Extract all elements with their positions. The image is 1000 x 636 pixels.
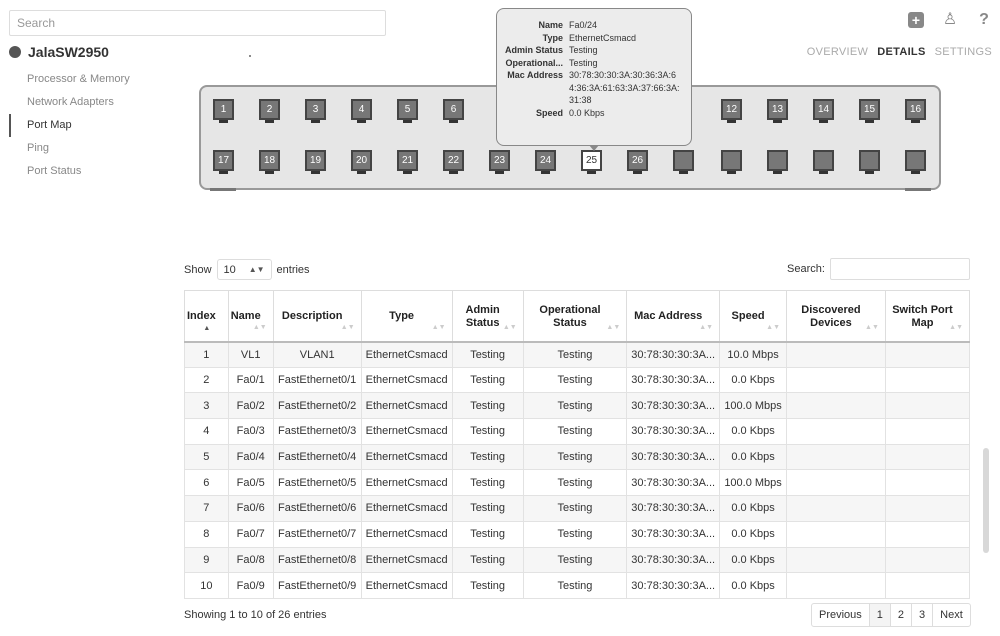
sort-icon: ▲▼: [865, 323, 879, 331]
table-row[interactable]: [185, 419, 970, 445]
top-toolbar: [908, 12, 992, 28]
device-name: JalaSW2950: [28, 44, 109, 60]
table-cell: Testing: [523, 573, 627, 599]
separator-dot: [249, 55, 251, 57]
table-search: [787, 258, 970, 280]
sidebar-item-network-adapters[interactable]: Network Adapters: [27, 96, 114, 108]
page-scrollbar[interactable]: [983, 448, 989, 553]
tab-details[interactable]: DETAILS: [877, 46, 926, 58]
help-icon[interactable]: ?: [979, 11, 989, 28]
switch-port[interactable]: [905, 150, 926, 171]
switch-port[interactable]: [859, 150, 880, 171]
plus-square-icon[interactable]: +: [908, 12, 924, 28]
sort-icon: ▲▼: [766, 323, 781, 331]
sort-icon: ▲▼: [949, 323, 963, 331]
switch-port[interactable]: 6: [443, 99, 464, 120]
table-cell: [787, 496, 886, 522]
table-cell: [787, 367, 886, 393]
sidebar-item-port-map[interactable]: Port Map: [9, 114, 179, 137]
table-cell: Fa0/8: [228, 547, 273, 573]
switch-foot: [905, 188, 931, 191]
table-cell: 30:78:30:30:3A...: [627, 393, 720, 419]
column-header-description[interactable]: Description ▲▼: [273, 291, 361, 342]
table-cell: Testing: [452, 470, 523, 496]
table-row[interactable]: [185, 521, 970, 547]
table-cell: VLAN1: [273, 342, 361, 368]
table-cell: 0.0 Kbps: [720, 419, 787, 445]
table-cell: 30:78:30:30:3A...: [627, 419, 720, 445]
next-page-button[interactable]: Next: [932, 604, 970, 626]
table-cell: 30:78:30:30:3A...: [627, 470, 720, 496]
sort-icon: ▲▼: [502, 323, 517, 331]
column-header-admin-status[interactable]: Admin Status ▲▼: [452, 291, 523, 342]
table-cell: FastEthernet0/5: [273, 470, 361, 496]
column-header-operational-status[interactable]: Operational Status ▲▼: [523, 291, 627, 342]
table-cell: [787, 393, 886, 419]
table-cell: [787, 521, 886, 547]
table-cell: [885, 393, 969, 419]
table-row[interactable]: [185, 393, 970, 419]
column-header-index[interactable]: Index ▲: [185, 291, 229, 342]
table-search-input[interactable]: [830, 258, 970, 280]
table-cell: Testing: [523, 444, 627, 470]
table-cell: Fa0/3: [228, 419, 273, 445]
user-icon[interactable]: ♙: [942, 11, 958, 28]
switch-port[interactable]: 3: [305, 99, 326, 120]
table-row[interactable]: [185, 496, 970, 522]
table-cell: EthernetCsmacd: [361, 393, 452, 419]
table-cell: Testing: [523, 342, 627, 368]
entries-label: entries: [276, 263, 310, 276]
switch-port[interactable]: 5: [397, 99, 418, 120]
table-cell: [885, 470, 969, 496]
column-header-mac-address[interactable]: Mac Address ▲▼: [627, 291, 720, 342]
entries-control: [184, 259, 310, 280]
table-cell: EthernetCsmacd: [361, 496, 452, 522]
table-cell: [885, 547, 969, 573]
switch-port[interactable]: 21: [397, 150, 418, 171]
table-info: Showing 1 to 10 of 26 entries: [184, 609, 327, 621]
switch-port[interactable]: [813, 150, 834, 171]
column-header-type[interactable]: Type ▲▼: [361, 291, 452, 342]
tooltip-arrow: [589, 145, 599, 151]
column-header-speed[interactable]: Speed ▲▼: [720, 291, 787, 342]
table-cell: Fa0/9: [228, 573, 273, 599]
table-cell: Testing: [452, 573, 523, 599]
table-cell: Testing: [523, 470, 627, 496]
table-cell: Testing: [452, 342, 523, 368]
table-cell: [787, 573, 886, 599]
switch-port[interactable]: [673, 150, 694, 171]
table-cell: FastEthernet0/2: [273, 393, 361, 419]
switch-port[interactable]: 18: [259, 150, 280, 171]
table-cell: 0.0 Kbps: [720, 521, 787, 547]
table-cell: EthernetCsmacd: [361, 342, 452, 368]
tooltip-row-speed: Speed 0.0 Kbps: [535, 107, 605, 118]
table-cell: 2: [185, 367, 229, 393]
sort-icon: ▲▼: [606, 323, 621, 331]
table-cell: 7: [185, 496, 229, 522]
switch-port[interactable]: 17: [213, 150, 234, 171]
table-cell: [787, 470, 886, 496]
switch-port[interactable]: [721, 150, 742, 171]
details-tabs: [807, 46, 992, 58]
entries-select-value: 10: [223, 263, 236, 276]
previous-page-button[interactable]: Previous: [819, 609, 862, 621]
table-cell: 3: [185, 393, 229, 419]
table-cell: Testing: [523, 496, 627, 522]
sort-icon: ▲▼: [252, 323, 267, 331]
switch-port[interactable]: 15: [859, 99, 880, 120]
entries-select[interactable]: [217, 259, 272, 280]
switch-port[interactable]: 19: [305, 150, 326, 171]
sidebar-item-ping[interactable]: Ping: [27, 142, 50, 154]
table-cell: FastEthernet0/1: [273, 367, 361, 393]
sort-icon: ▲▼: [699, 323, 714, 331]
table-cell: EthernetCsmacd: [361, 367, 452, 393]
table-cell: 9: [185, 547, 229, 573]
tooltip-row-name: Name Fa0/24: [538, 20, 597, 30]
table-cell: FastEthernet0/3: [273, 419, 361, 445]
table-cell: 6: [185, 470, 229, 496]
sort-icon: ▲▼: [431, 323, 446, 331]
table-cell: [787, 444, 886, 470]
table-cell: FastEthernet0/7: [273, 521, 361, 547]
switch-port[interactable]: [767, 150, 788, 171]
table-cell: 0.0 Kbps: [720, 444, 787, 470]
table-cell: [885, 419, 969, 445]
tooltip-row-type: Type EthernetCsmacd: [542, 32, 636, 43]
table-cell: Testing: [452, 521, 523, 547]
table-cell: 100.0 Mbps: [720, 393, 787, 419]
table-cell: Testing: [523, 547, 627, 573]
table-cell: Testing: [452, 496, 523, 522]
table-cell: Testing: [452, 367, 523, 393]
table-cell: [885, 521, 969, 547]
table-cell: VL1: [228, 342, 273, 368]
globe-icon: [9, 46, 21, 58]
switch-port[interactable]: 16: [905, 99, 926, 120]
table-cell: Fa0/1: [228, 367, 273, 393]
tab-settings[interactable]: SETTINGS: [934, 46, 992, 58]
table-cell: EthernetCsmacd: [361, 573, 452, 599]
table-cell: 5: [185, 444, 229, 470]
table-cell: EthernetCsmacd: [361, 419, 452, 445]
table-cell: Testing: [523, 419, 627, 445]
column-header-switch-port-map[interactable]: Switch Port Map ▲▼: [885, 291, 969, 342]
tooltip-row-mac-address: Mac Address 30:78:30:30:3A:30:36:3A:64:36:3A:61:63:3A:37:66:3A:31:38: [507, 70, 680, 105]
pagination: [811, 603, 971, 627]
table-cell: 4: [185, 419, 229, 445]
show-label: Show: [184, 263, 212, 276]
updown-arrow-icon: ▲▼: [248, 265, 265, 274]
table-cell: EthernetCsmacd: [361, 521, 452, 547]
table-cell: [787, 342, 886, 368]
table-cell: [885, 496, 969, 522]
table-cell: EthernetCsmacd: [361, 470, 452, 496]
table-cell: [885, 573, 969, 599]
sort-icon: ▲▼: [340, 323, 355, 331]
table-cell: FastEthernet0/9: [273, 573, 361, 599]
table-row[interactable]: [185, 547, 970, 573]
table-cell: Testing: [452, 393, 523, 419]
sort-ascending-icon: ▲: [203, 324, 211, 332]
table-cell: Testing: [452, 547, 523, 573]
switch-port[interactable]: 22: [443, 150, 464, 171]
table-cell: 10.0 Mbps: [720, 342, 787, 368]
table-cell: FastEthernet0/6: [273, 496, 361, 522]
tab-overview[interactable]: OVERVIEW: [806, 46, 869, 58]
tooltip-row-admin-status: Admin Status Testing: [505, 45, 598, 55]
table-row[interactable]: [185, 470, 970, 496]
switch-port[interactable]: 20: [351, 150, 372, 171]
switch-port[interactable]: 2: [259, 99, 280, 120]
port-tooltip: [496, 8, 692, 146]
table-cell: 8: [185, 521, 229, 547]
table-cell: Fa0/5: [228, 470, 273, 496]
table-cell: [885, 342, 969, 368]
switch-port[interactable]: 25: [581, 150, 602, 171]
table-cell: 10: [185, 573, 229, 599]
page-button-3[interactable]: 3: [911, 604, 932, 626]
device-header: [9, 44, 109, 60]
table-cell: 30:78:30:30:3A...: [627, 444, 720, 470]
table-body: [185, 342, 970, 599]
table-cell: FastEthernet0/8: [273, 547, 361, 573]
table-cell: 30:78:30:30:3A...: [627, 367, 720, 393]
switch-port[interactable]: 13: [767, 99, 788, 120]
ports-table: [184, 290, 970, 599]
table-cell: 30:78:30:30:3A...: [627, 342, 720, 368]
switch-port[interactable]: 1: [213, 99, 234, 120]
table-cell: [885, 444, 969, 470]
table-row[interactable]: [185, 367, 970, 393]
table-cell: FastEthernet0/4: [273, 444, 361, 470]
tooltip-row-operational-status: Operational... Testing: [505, 57, 598, 68]
switch-foot: [210, 188, 236, 191]
table-cell: 0.0 Kbps: [720, 496, 787, 522]
table-cell: 100.0 Mbps: [720, 470, 787, 496]
table-header-row: [185, 291, 970, 342]
switch-port[interactable]: 23: [489, 150, 510, 171]
table-cell: Testing: [523, 367, 627, 393]
search-input[interactable]: Search: [9, 10, 386, 36]
table-cell: 0.0 Kbps: [720, 573, 787, 599]
table-cell: 30:78:30:30:3A...: [627, 547, 720, 573]
switch-port[interactable]: 26: [627, 150, 648, 171]
table-cell: Testing: [523, 521, 627, 547]
sidebar-item-processor-memory[interactable]: Processor & Memory: [27, 73, 130, 85]
page-button-1[interactable]: 1: [869, 604, 890, 626]
switch-port[interactable]: 24: [535, 150, 556, 171]
switch-port[interactable]: 4: [351, 99, 372, 120]
table-row[interactable]: [185, 444, 970, 470]
table-cell: 0.0 Kbps: [720, 367, 787, 393]
table-cell: EthernetCsmacd: [361, 547, 452, 573]
table-cell: 30:78:30:30:3A...: [627, 521, 720, 547]
switch-port[interactable]: 12: [721, 99, 742, 120]
column-header-discovered-devices[interactable]: Discovered Devices ▲▼: [787, 291, 886, 342]
column-header-name[interactable]: Name ▲▼: [228, 291, 273, 342]
table-row[interactable]: [185, 342, 970, 368]
table-cell: 30:78:30:30:3A...: [627, 496, 720, 522]
table-cell: EthernetCsmacd: [361, 444, 452, 470]
switch-port[interactable]: 14: [813, 99, 834, 120]
table-cell: [787, 547, 886, 573]
table-cell: Testing: [523, 393, 627, 419]
table-search-label: Search:: [787, 263, 825, 275]
page-button-2[interactable]: 2: [890, 604, 911, 626]
table-cell: Fa0/7: [228, 521, 273, 547]
sidebar-nav: [9, 68, 179, 183]
table-cell: 30:78:30:30:3A...: [627, 573, 720, 599]
table-cell: Testing: [452, 419, 523, 445]
table-cell: 1: [185, 342, 229, 368]
table-cell: Fa0/6: [228, 496, 273, 522]
table-cell: [787, 419, 886, 445]
table-cell: Fa0/2: [228, 393, 273, 419]
table-cell: [885, 367, 969, 393]
table-cell: Testing: [452, 444, 523, 470]
sidebar-item-port-status[interactable]: Port Status: [27, 165, 82, 177]
table-cell: Fa0/4: [228, 444, 273, 470]
table-row[interactable]: [185, 573, 970, 599]
table-cell: 0.0 Kbps: [720, 547, 787, 573]
